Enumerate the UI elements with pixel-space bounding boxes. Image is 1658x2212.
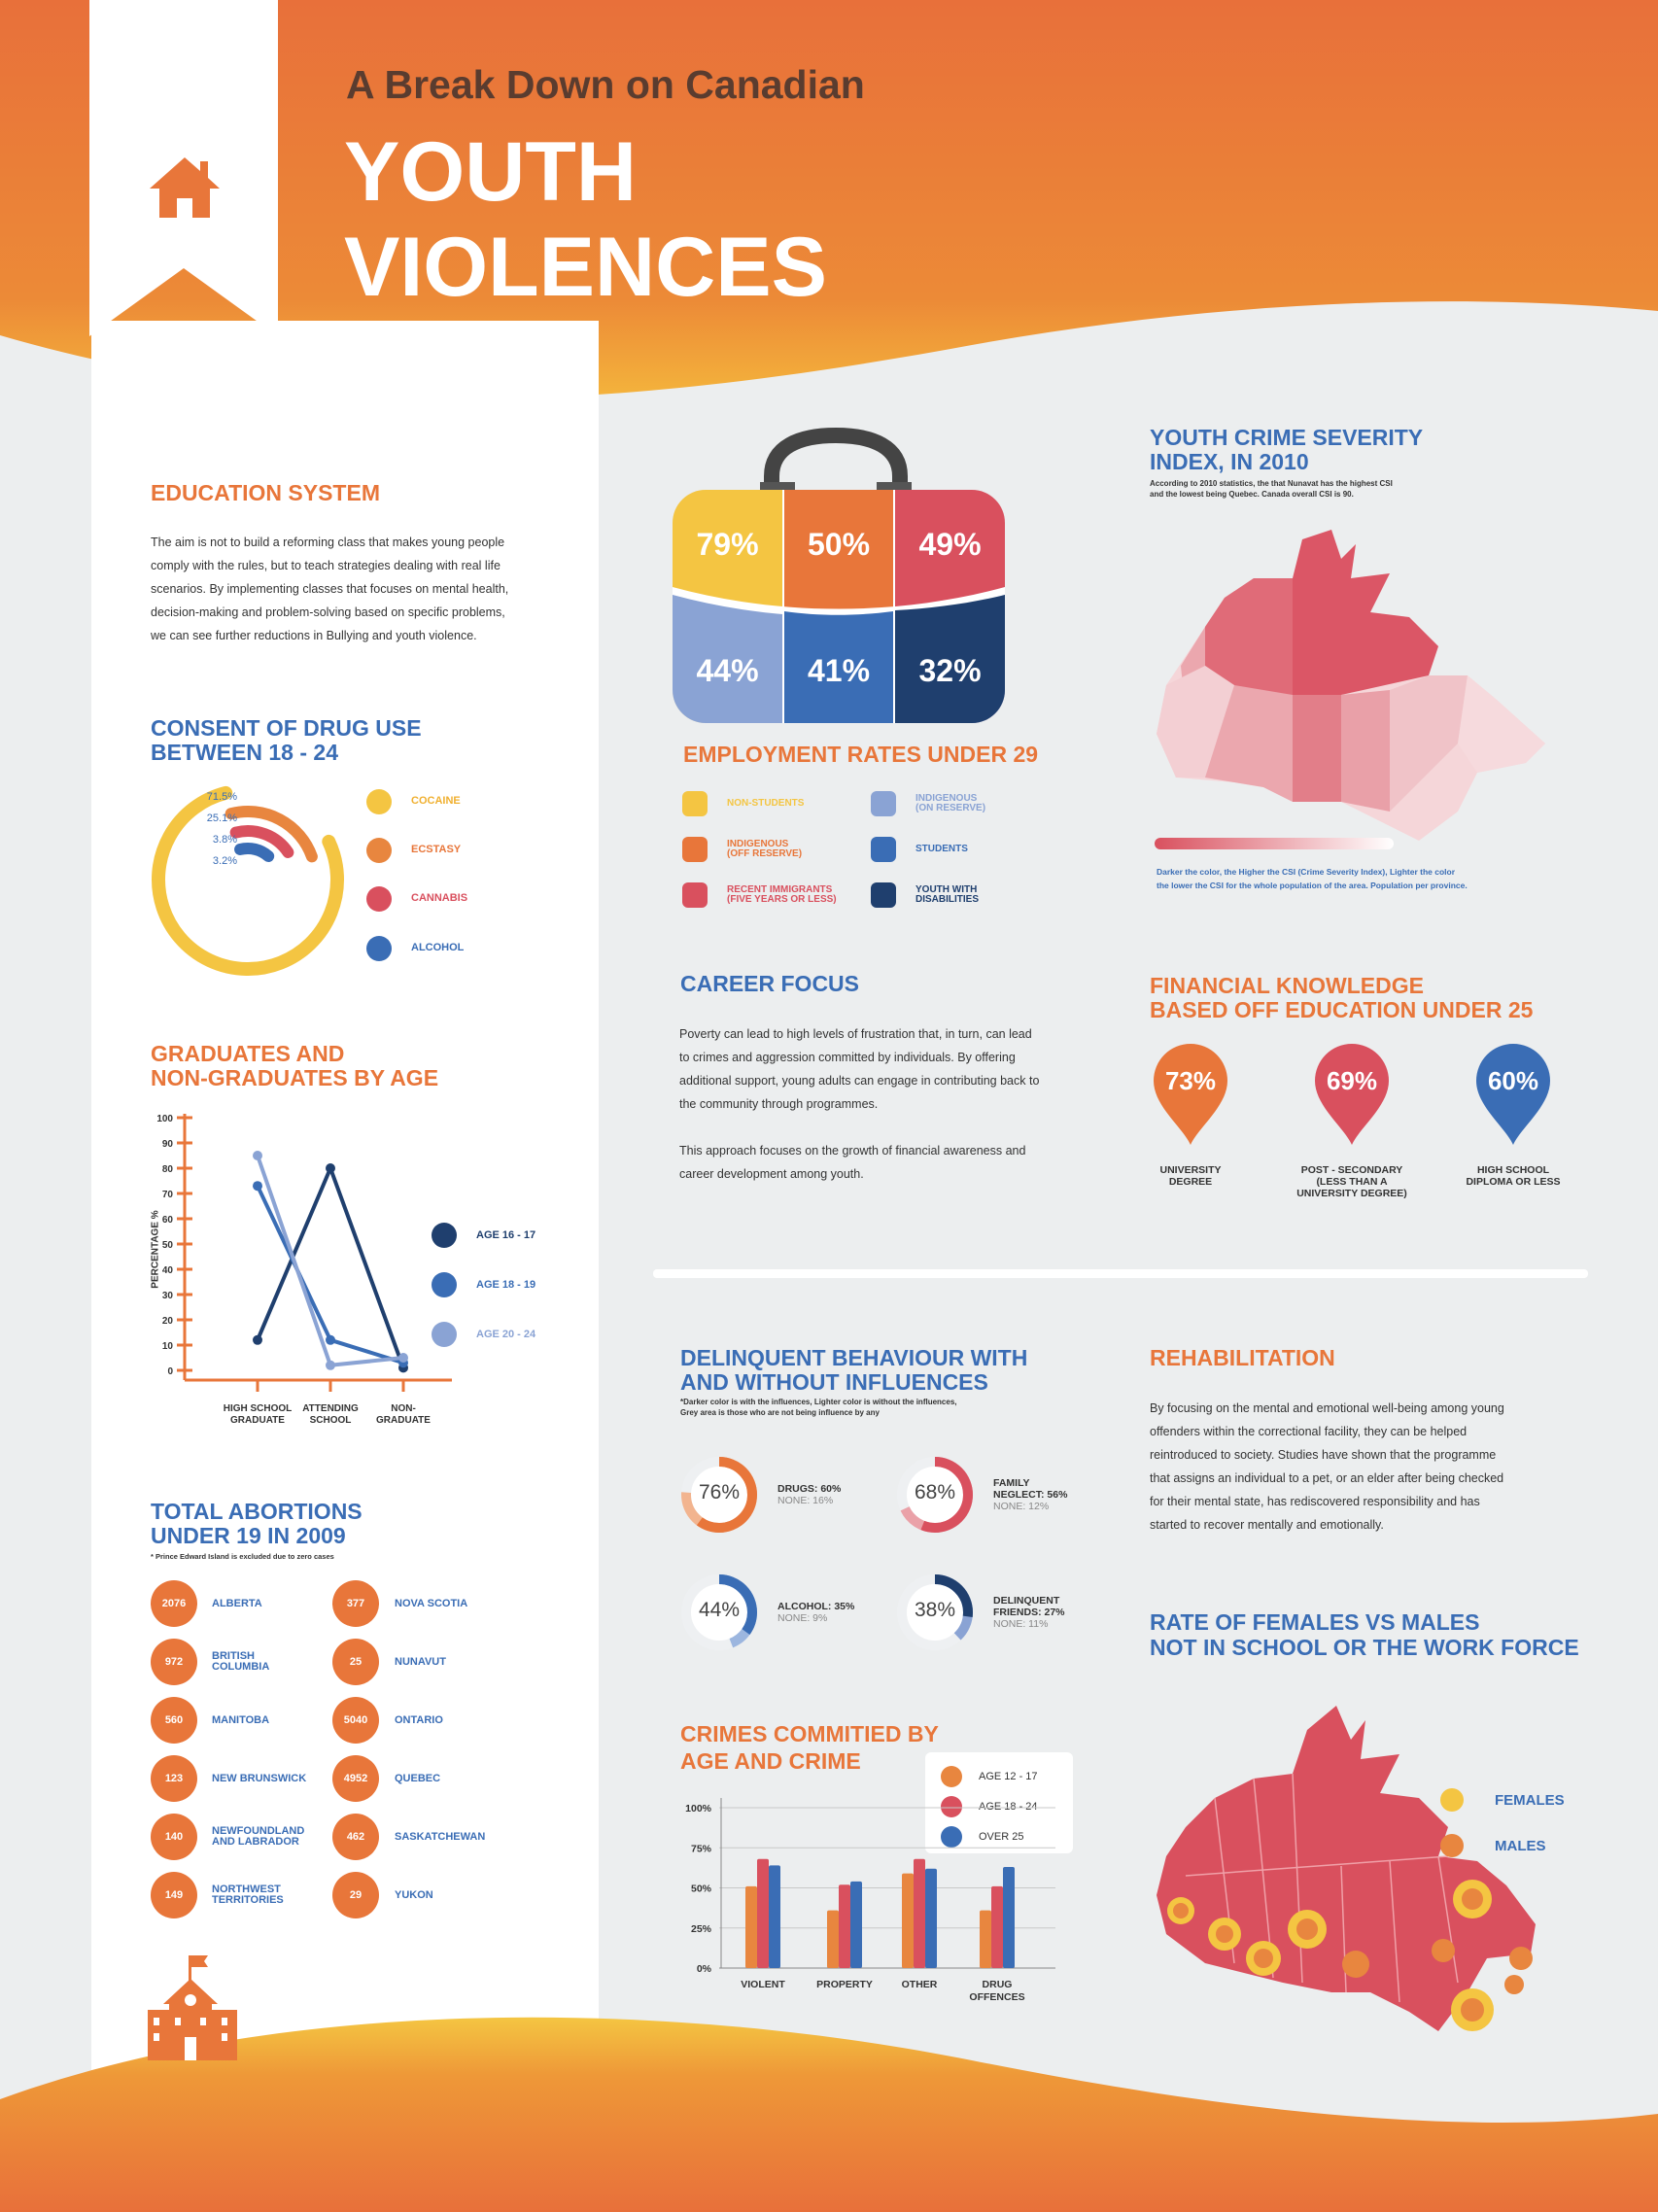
series-point xyxy=(326,1163,335,1173)
province-label xyxy=(212,1651,319,1673)
csi-caption xyxy=(1157,865,1468,892)
province-label-line: SASKATCHEWAN xyxy=(395,1830,486,1843)
employment-legend-line: INDIGENOUS xyxy=(915,793,978,804)
delinquent-title-line: AND WITHOUT INFLUENCES xyxy=(680,1369,988,1395)
y-tick-label: 50 xyxy=(161,1240,173,1251)
province-label xyxy=(212,1599,319,1609)
career-line: additional support, young adults can engage in contributing back to xyxy=(679,1074,1040,1088)
province-label-line: QUEBEC xyxy=(395,1772,441,1784)
females-males-title-line: NOT IN SCHOOL OR THE WORK FORCE xyxy=(1150,1635,1579,1660)
province-label-line: NOVA SCOTIA xyxy=(395,1597,468,1609)
y-tick-label: 80 xyxy=(161,1164,173,1175)
crimes-title-line: AGE AND CRIME xyxy=(680,1748,861,1774)
education-title: EDUCATION SYSTEM xyxy=(151,480,380,505)
briefcase-handle xyxy=(748,428,923,496)
delinquent-note-line: *Darker color is with the influences, Lighter color is without the influences, xyxy=(680,1398,957,1406)
employment-legend-swatch xyxy=(682,882,708,908)
donut-label xyxy=(777,1601,854,1624)
abortion-count-badge: 25 xyxy=(332,1639,379,1685)
y-tick-label: 70 xyxy=(161,1190,173,1200)
x-category-label: PROPERTY xyxy=(816,1979,873,1990)
abortion-count-badge: 462 xyxy=(332,1814,379,1860)
crime-index-note-line: According to 2010 statistics, the that Nunavat has the highest CSI xyxy=(1150,479,1393,488)
province-label-line: BRITISH xyxy=(212,1650,255,1662)
crime-index-title-line: YOUTH CRIME SEVERITY xyxy=(1150,425,1424,450)
donut-label-line: NEGLECT: 56% xyxy=(993,1489,1068,1501)
series-line xyxy=(258,1156,403,1365)
abortion-count-badge: 2076 xyxy=(151,1580,197,1627)
abortion-count-badge: 140 xyxy=(151,1814,197,1860)
x-category-label: OFFENCES xyxy=(969,1991,1025,2003)
crime-index-title-line: INDEX, IN 2010 xyxy=(1150,449,1309,474)
series-point xyxy=(253,1151,262,1160)
legend-dot-alcohol xyxy=(366,936,392,961)
abortions-title-line: UNDER 19 IN 2009 xyxy=(151,1523,346,1548)
home-icon xyxy=(148,156,222,220)
province-label xyxy=(395,1890,501,1901)
education-line: comply with the rules, but to teach strategies dealing with real life xyxy=(151,559,501,572)
abortion-count-badge: 123 xyxy=(151,1755,197,1802)
donut-label-line: ALCOHOL: 35% xyxy=(777,1601,855,1612)
legend-dot-age-12-17 xyxy=(941,1766,962,1787)
donut-label-line: FAMILY xyxy=(993,1477,1030,1489)
employment-legend-label xyxy=(727,840,802,859)
bar xyxy=(980,1911,991,1968)
rehab-line: By focusing on the mental and emotional well-being among young xyxy=(1150,1401,1504,1415)
education-line: scenarios. By implementing classes that focuses on mental health, xyxy=(151,582,509,596)
drug-use-title-line: BETWEEN 18 - 24 xyxy=(151,740,338,765)
x-category-label: NON- xyxy=(391,1403,416,1414)
province-label xyxy=(395,1599,501,1609)
graduates-title-line: NON-GRADUATES BY AGE xyxy=(151,1065,439,1090)
drug-use-radial-chart xyxy=(146,778,350,982)
females-males-title-line: RATE OF FEMALES VS MALES xyxy=(1150,1609,1480,1635)
bar xyxy=(850,1882,862,1968)
delinquent-title-line: DELINQUENT BEHAVIOUR WITH xyxy=(680,1345,1028,1370)
pin-label-line: HIGH SCHOOL xyxy=(1476,1164,1550,1176)
csi-caption-line: Darker the color, the Higher the CSI (Crime Severity Index), Lighter the color xyxy=(1157,867,1456,877)
abortions-title-line: TOTAL ABORTIONS xyxy=(151,1499,363,1524)
pin-label xyxy=(1284,1164,1420,1199)
pin-value: 60% xyxy=(1487,1066,1539,1095)
rehab-title: REHABILITATION xyxy=(1150,1345,1335,1370)
education-line: The aim is not to build a reforming class that makes young people xyxy=(151,536,505,549)
education-line: we can see further reductions in Bullying and youth violence. xyxy=(151,629,477,642)
employment-legend-line: DISABILITIES xyxy=(915,894,980,905)
graduates-title xyxy=(151,1042,438,1090)
pin-label-line: UNIVERSITY DEGREE) xyxy=(1296,1188,1407,1199)
graduates-line-chart xyxy=(155,1108,466,1438)
career-line: the community through programmes. xyxy=(679,1097,879,1111)
pin-label xyxy=(1445,1164,1581,1188)
employment-legend-line: RECENT IMMIGRANTS xyxy=(727,884,833,895)
legend-dot-cocaine xyxy=(366,789,392,814)
pin-label xyxy=(1123,1164,1259,1188)
x-category-label: OTHER xyxy=(901,1979,938,1990)
legend-dot-age-18-19 xyxy=(432,1272,457,1297)
province-label xyxy=(395,1715,501,1726)
province-label xyxy=(395,1774,501,1784)
employment-legend-label xyxy=(727,799,804,809)
bar xyxy=(1003,1867,1015,1968)
province-label xyxy=(212,1826,319,1848)
province-label xyxy=(395,1832,501,1843)
x-category-label: SCHOOL xyxy=(309,1415,352,1426)
employment-cell: 32% xyxy=(918,652,982,688)
y-tick-label: 50% xyxy=(690,1883,711,1895)
province-label xyxy=(212,1774,319,1784)
employment-legend-swatch xyxy=(871,837,896,862)
legend-label-males: MALES xyxy=(1495,1838,1546,1854)
crimes-bar-chart xyxy=(671,1788,1079,2012)
employment-legend-swatch xyxy=(682,791,708,816)
y-tick-label: 10 xyxy=(161,1341,173,1352)
legend-label-age-20-24: AGE 20 - 24 xyxy=(476,1329,536,1340)
donut-none-label: NONE: 9% xyxy=(777,1612,828,1624)
financial-title-line: FINANCIAL KNOWLEDGE xyxy=(1150,973,1424,998)
employment-legend-line: STUDENTS xyxy=(915,844,968,854)
females-males-title xyxy=(1150,1609,1579,1660)
graduates-title-line: GRADUATES AND xyxy=(151,1041,345,1066)
donut-label-line: DRUGS: 60% xyxy=(777,1483,842,1495)
graduates-ylabel: PERCENTAGE % xyxy=(150,1210,161,1289)
school-icon xyxy=(144,1953,241,2060)
canada-gender-map xyxy=(1147,1701,1555,2041)
rehab-text xyxy=(1150,1397,1597,1537)
legend-dot-cannabis xyxy=(366,886,392,912)
province-label xyxy=(212,1715,319,1726)
financial-title xyxy=(1150,974,1533,1022)
pin-label-line: POST - SECONDARY xyxy=(1300,1164,1403,1176)
career-text xyxy=(679,1022,1088,1186)
employment-legend-line: (ON RESERVE) xyxy=(915,803,986,813)
employment-legend-line: INDIGENOUS xyxy=(727,839,789,849)
employment-cell: 41% xyxy=(807,652,871,688)
employment-legend-line: NON-STUDENTS xyxy=(727,798,805,809)
csi-caption-line: the lower the CSI for the whole population of the area. Population per province. xyxy=(1157,881,1468,890)
employment-cell: 49% xyxy=(918,526,982,562)
province-label-line: NORTHWEST xyxy=(212,1884,281,1895)
abortion-count-badge: 972 xyxy=(151,1639,197,1685)
province-label-line: ONTARIO xyxy=(395,1713,443,1726)
province-label-line: ALBERTA xyxy=(212,1597,262,1609)
header-title-line2: VIOLENCES xyxy=(344,221,827,314)
province-label-line: NUNAVUT xyxy=(395,1655,446,1668)
donut-none-label: NONE: 11% xyxy=(993,1618,1049,1630)
education-text xyxy=(151,531,578,647)
province-label xyxy=(212,1884,319,1906)
bar xyxy=(827,1911,839,1968)
legend-label-age-18-24: AGE 18 - 24 xyxy=(979,1801,1038,1813)
legend-dot-age-16-17 xyxy=(432,1223,457,1248)
y-tick-label: 90 xyxy=(161,1139,173,1150)
y-tick-label: 100 xyxy=(156,1114,173,1124)
bar xyxy=(745,1886,757,1968)
employment-legend-label xyxy=(915,794,985,813)
employment-legend-line: (OFF RESERVE) xyxy=(727,848,803,859)
csi-gradient-bar xyxy=(1155,838,1394,849)
employment-cell: 79% xyxy=(696,526,759,562)
drug-value-label: 3.2% xyxy=(212,855,237,867)
canada-csi-map xyxy=(1147,520,1555,860)
donut-label xyxy=(993,1595,1065,1630)
legend-dot-age-20-24 xyxy=(432,1322,457,1347)
donut-value: 44% xyxy=(698,1599,741,1621)
donut-value: 76% xyxy=(698,1481,741,1503)
crimes-title-line: CRIMES COMMITIED BY xyxy=(680,1721,939,1746)
bar xyxy=(991,1886,1003,1968)
legend-label-alcohol: ALCOHOL xyxy=(411,942,465,953)
province-label-line: NEWFOUNDLAND xyxy=(212,1825,305,1837)
employment-legend-label xyxy=(727,885,837,905)
donut-label-line: DELINQUENT xyxy=(993,1595,1060,1607)
series-point xyxy=(326,1361,335,1370)
header-title-line1: YOUTH xyxy=(344,125,637,219)
pin-label-line: UNIVERSITY xyxy=(1159,1164,1222,1176)
financial-title-line: BASED OFF EDUCATION UNDER 25 xyxy=(1150,997,1534,1022)
legend-label-age-12-17: AGE 12 - 17 xyxy=(979,1771,1038,1782)
crime-index-title xyxy=(1150,426,1423,474)
province-label-line: AND LABRADOR xyxy=(212,1836,299,1848)
bar xyxy=(839,1884,850,1968)
y-tick-label: 100% xyxy=(685,1803,711,1815)
career-line: Poverty can lead to high levels of frustration that, in turn, can lead xyxy=(679,1027,1032,1041)
x-category-label: GRADUATE xyxy=(376,1415,431,1426)
bar xyxy=(925,1869,937,1968)
bar xyxy=(914,1859,925,1968)
employment-legend-line: YOUTH WITH xyxy=(915,884,978,895)
pin-label-line: DEGREE xyxy=(1168,1176,1213,1188)
series-point xyxy=(326,1335,335,1345)
rehab-line: for their mental state, has rediscovered responsibility and has xyxy=(1150,1495,1480,1508)
bar xyxy=(902,1874,914,1968)
donut-value: 68% xyxy=(914,1481,956,1503)
drug-use-title xyxy=(151,716,422,765)
drug-value-label: 25.1% xyxy=(206,812,237,824)
y-tick-label: 60 xyxy=(161,1215,173,1226)
series-point xyxy=(398,1353,408,1363)
delinquent-title xyxy=(680,1346,1027,1395)
bar xyxy=(769,1865,780,1968)
province-label-line: NEW BRUNSWICK xyxy=(212,1772,307,1784)
employment-legend-swatch xyxy=(871,882,896,908)
x-category-label: GRADUATE xyxy=(230,1415,285,1426)
legend-label-cocaine: COCAINE xyxy=(411,795,461,807)
legend-dot-females xyxy=(1440,1788,1464,1812)
donut-label xyxy=(777,1483,841,1506)
y-tick-label: 0% xyxy=(696,1963,711,1975)
province-label xyxy=(395,1657,501,1668)
series-point xyxy=(253,1181,262,1191)
x-category-label: VIOLENT xyxy=(741,1979,785,1990)
pin-value: 73% xyxy=(1164,1066,1217,1095)
pin-label-line: DIPLOMA OR LESS xyxy=(1466,1176,1561,1188)
employment-legend-line: (FIVE YEARS OR LESS) xyxy=(727,894,837,905)
career-line: This approach focuses on the growth of financial awareness and xyxy=(679,1144,1026,1158)
crimes-title xyxy=(680,1720,939,1775)
legend-label-cannabis: CANNABIS xyxy=(411,892,468,904)
drug-use-title-line: CONSENT OF DRUG USE xyxy=(151,715,422,741)
y-tick-label: 25% xyxy=(690,1922,711,1935)
pin-value: 69% xyxy=(1326,1066,1378,1095)
legend-dot-ecstasy xyxy=(366,838,392,863)
donut-none-label: NONE: 12% xyxy=(993,1501,1050,1512)
rehab-line: started to recover mentally and emotionally. xyxy=(1150,1518,1384,1532)
education-line: decision-making and problem-solving based on specific problems, xyxy=(151,605,505,619)
employment-cell: 44% xyxy=(696,652,759,688)
drug-value-label: 3.8% xyxy=(212,834,237,846)
donut-label xyxy=(993,1477,1067,1512)
rehab-line: that assigns an individual to a pet, or an elder after being checked xyxy=(1150,1471,1504,1485)
legend-label-over-25: OVER 25 xyxy=(979,1831,1024,1843)
abortions-note: * Prince Edward Island is excluded due to zero cases xyxy=(151,1552,334,1561)
y-tick-label: 0 xyxy=(167,1366,173,1377)
donut-none-label: NONE: 16% xyxy=(777,1495,834,1506)
y-tick-label: 40 xyxy=(161,1265,173,1276)
employment-title: EMPLOYMENT RATES UNDER 29 xyxy=(683,742,1039,767)
career-line: career development among youth. xyxy=(679,1167,864,1181)
abortion-count-badge: 5040 xyxy=(332,1697,379,1744)
abortions-title xyxy=(151,1500,363,1548)
series-point xyxy=(253,1335,262,1345)
x-category-label: DRUG xyxy=(982,1979,1013,1990)
province-label-line: YUKON xyxy=(395,1888,433,1901)
y-tick-label: 30 xyxy=(161,1291,173,1301)
crime-index-note xyxy=(1150,478,1393,500)
legend-dot-males xyxy=(1440,1834,1464,1857)
abortion-count-badge: 149 xyxy=(151,1872,197,1918)
x-category-label: HIGH SCHOOL xyxy=(223,1403,293,1414)
legend-label-ecstasy: ECSTASY xyxy=(411,844,462,855)
delinquent-note-line: Grey area is those who are not being influence by any xyxy=(680,1408,880,1417)
career-line: to crimes and aggression committed by individuals. By offering xyxy=(679,1051,1016,1064)
drug-value-labels xyxy=(202,786,237,872)
header-subtitle: A Break Down on Canadian xyxy=(346,62,865,107)
rehab-line: offenders within the correctional facility, they can be helped xyxy=(1150,1425,1468,1438)
drug-ring-arc xyxy=(240,848,268,856)
pin-label-line: (LESS THAN A xyxy=(1316,1176,1388,1188)
crime-index-note-line: and the lowest being Quebec. Canada overall CSI is 90. xyxy=(1150,490,1354,499)
legend-label-age-16-17: AGE 16 - 17 xyxy=(476,1229,536,1241)
bar xyxy=(757,1859,769,1968)
y-tick-label: 20 xyxy=(161,1316,173,1327)
employment-legend-label xyxy=(915,885,979,905)
abortion-count-badge: 4952 xyxy=(332,1755,379,1802)
employment-cell: 50% xyxy=(807,526,871,562)
y-tick-label: 75% xyxy=(690,1843,711,1855)
delinquent-note xyxy=(680,1397,957,1418)
legend-label-females: FEMALES xyxy=(1495,1792,1565,1809)
employment-legend-swatch xyxy=(682,837,708,862)
employment-legend-swatch xyxy=(871,791,896,816)
province-label-line: MANITOBA xyxy=(212,1713,270,1726)
legend-label-age-18-19: AGE 18 - 19 xyxy=(476,1279,536,1291)
abortion-count-badge: 560 xyxy=(151,1697,197,1744)
province-label-line: TERRITORIES xyxy=(212,1894,284,1906)
x-category-label: ATTENDING xyxy=(302,1403,359,1414)
rehab-line: reintroduced to society. Studies have shown that the programme xyxy=(1150,1448,1497,1462)
career-title: CAREER FOCUS xyxy=(680,971,860,996)
drug-value-label: 71.5% xyxy=(206,791,237,803)
abortion-count-badge: 29 xyxy=(332,1872,379,1918)
employment-legend-label xyxy=(915,845,968,854)
abortion-count-badge: 377 xyxy=(332,1580,379,1627)
province-label-line: COLUMBIA xyxy=(212,1661,270,1673)
donut-value: 38% xyxy=(914,1599,956,1621)
donut-label-line: FRIENDS: 27% xyxy=(993,1607,1065,1618)
drug-ring-arc xyxy=(158,793,337,969)
